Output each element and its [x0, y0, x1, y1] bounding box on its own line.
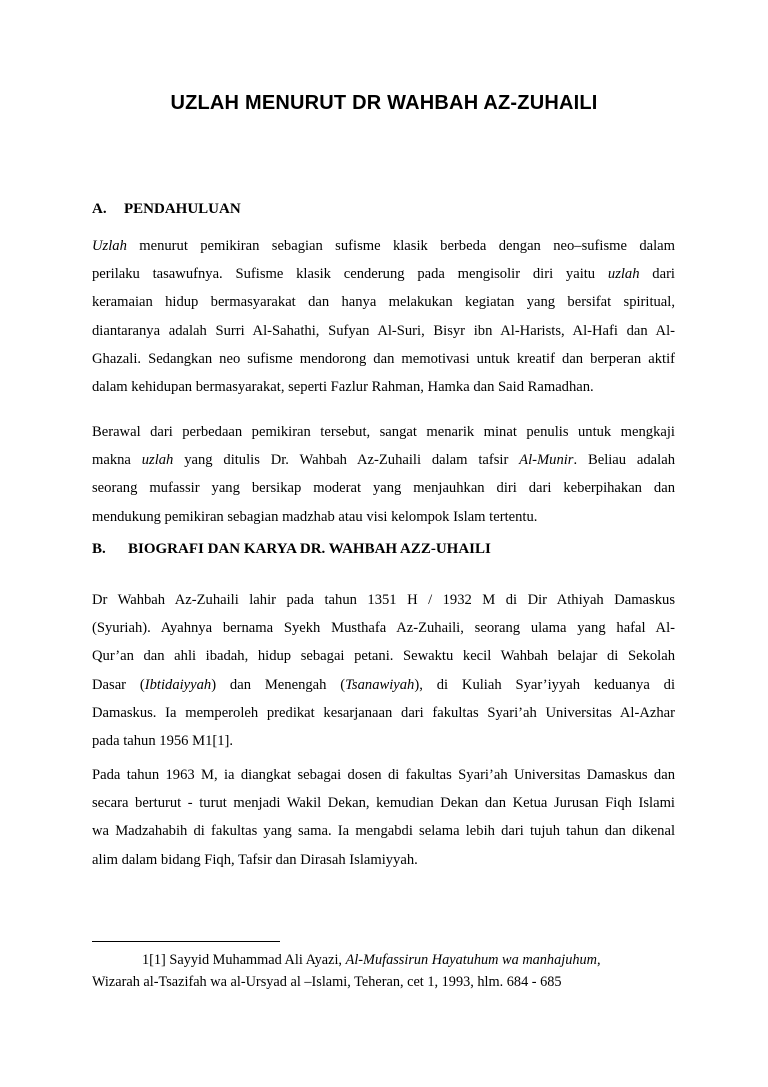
section-a-paragraph-1 [92, 232, 675, 401]
paragraph-line: (Syuriah). Ayahnya bernama Syekh Musthafa Az-Zuhaili, seorang ulama yang hafal Al- [92, 620, 675, 637]
section-b-paragraph-2 [92, 761, 675, 874]
section-a-title: PENDAHULUAN [124, 201, 241, 217]
paragraph-line: dalam kehidupan bermasyarakat, seperti Fazlur Rahman, Hamka dan Said Ramadhan. [92, 379, 594, 396]
paragraph-line: wa Madzahabih di fakultas yang sama. Ia mengabdi selama lebih dari tujuh tahun dan dikenal [92, 823, 675, 840]
document-title: UZLAH MENURUT DR WAHBAH AZ-ZUHAILI [170, 92, 598, 114]
paragraph-line: Damaskus. Ia memperoleh predikat kesarjanaan dari fakultas Syari’ah Universitas Al-Azhar [92, 704, 675, 721]
paragraph-line: mendukung pemikiran sebagian madzhab atau visi kelompok Islam tertentu. [92, 508, 538, 525]
paragraph-line: seorang mufassir yang bersikap moderat yang menjauhkan diri dari keberpihakan dan [92, 480, 675, 497]
section-b-paragraph-1 [92, 586, 675, 755]
section-a-number: A. [92, 201, 107, 217]
section-a-paragraph-2 [92, 418, 675, 531]
section-b-heading [92, 541, 491, 558]
paragraph-line: Qur’an dan ahli ibadah, hidup sebagai petani. Sewaktu kecil Wahbah belajar di Sekolah [92, 648, 675, 665]
footnote-separator [92, 941, 280, 942]
paragraph-line: Pada tahun 1963 M, ia diangkat sebagai dosen di fakultas Syari’ah Universitas Damaskus dan [92, 767, 675, 783]
paragraph-line: keramaian hidup bermasyarakat dan hanya melakukan kegiatan yang bersifat spiritual, [92, 294, 675, 311]
paragraph-line: makna uzlah yang ditulis Dr. Wahbah Az-Zuhaili dalam tafsir Al-Munir. Beliau adalah [92, 452, 675, 469]
section-b-title: BIOGRAFI DAN KARYA DR. WAHBAH AZZ-UHAILI [128, 541, 491, 557]
section-a-heading [92, 201, 241, 218]
paragraph-line: pada tahun 1956 M1[1]. [92, 733, 234, 750]
footnote-line: 1[1] Sayyid Muhammad Ali Ayazi, Al-Mufassirun Hayatuhum wa manhajuhum, [142, 952, 601, 968]
paragraph-line: Berawal dari perbedaan pemikiran tersebut, sangat menarik minat penulis untuk mengkaji [92, 424, 675, 440]
paragraph-line: perilaku tasawufnya. Sufisme klasik cenderung pada mengisolir diri yaitu uzlah dari [92, 266, 675, 283]
footnote-line: Wizarah al-Tsazifah wa al-Ursyad al –Islami, Teheran, cet 1, 1993, hlm. 684 - 685 [92, 974, 562, 990]
paragraph-line: secara berturut - turut menjadi Wakil Dekan, kemudian Dekan dan Ketua Jurusan Fiqh Islami [92, 795, 675, 812]
footnote [92, 949, 675, 993]
paragraph-line: Ghazali. Sedangkan neo sufisme mendorong dan memotivasi untuk kreatif dan berperan aktif [92, 350, 675, 367]
paragraph-line: diantaranya adalah Surri Al-Sahathi, Sufyan Al-Suri, Bisyr ibn Al-Harists, Al-Hafi dan Al- [92, 322, 675, 339]
paragraph-line: Dr Wahbah Az-Zuhaili lahir pada tahun 1351 H / 1932 M di Dir Athiyah Damaskus [92, 592, 675, 608]
paragraph-line: Uzlah menurut pemikiran sebagian sufisme klasik berbeda dengan neo–sufisme dalam [92, 238, 675, 254]
section-b-number: B. [92, 541, 106, 557]
paragraph-line: Dasar (Ibtidaiyyah) dan Menengah (Tsanawiyah), di Kuliah Syar’iyyah keduanya di [92, 676, 675, 693]
paragraph-line: alim dalam bidang Fiqh, Tafsir dan Dirasah Islamiyyah. [92, 851, 418, 868]
